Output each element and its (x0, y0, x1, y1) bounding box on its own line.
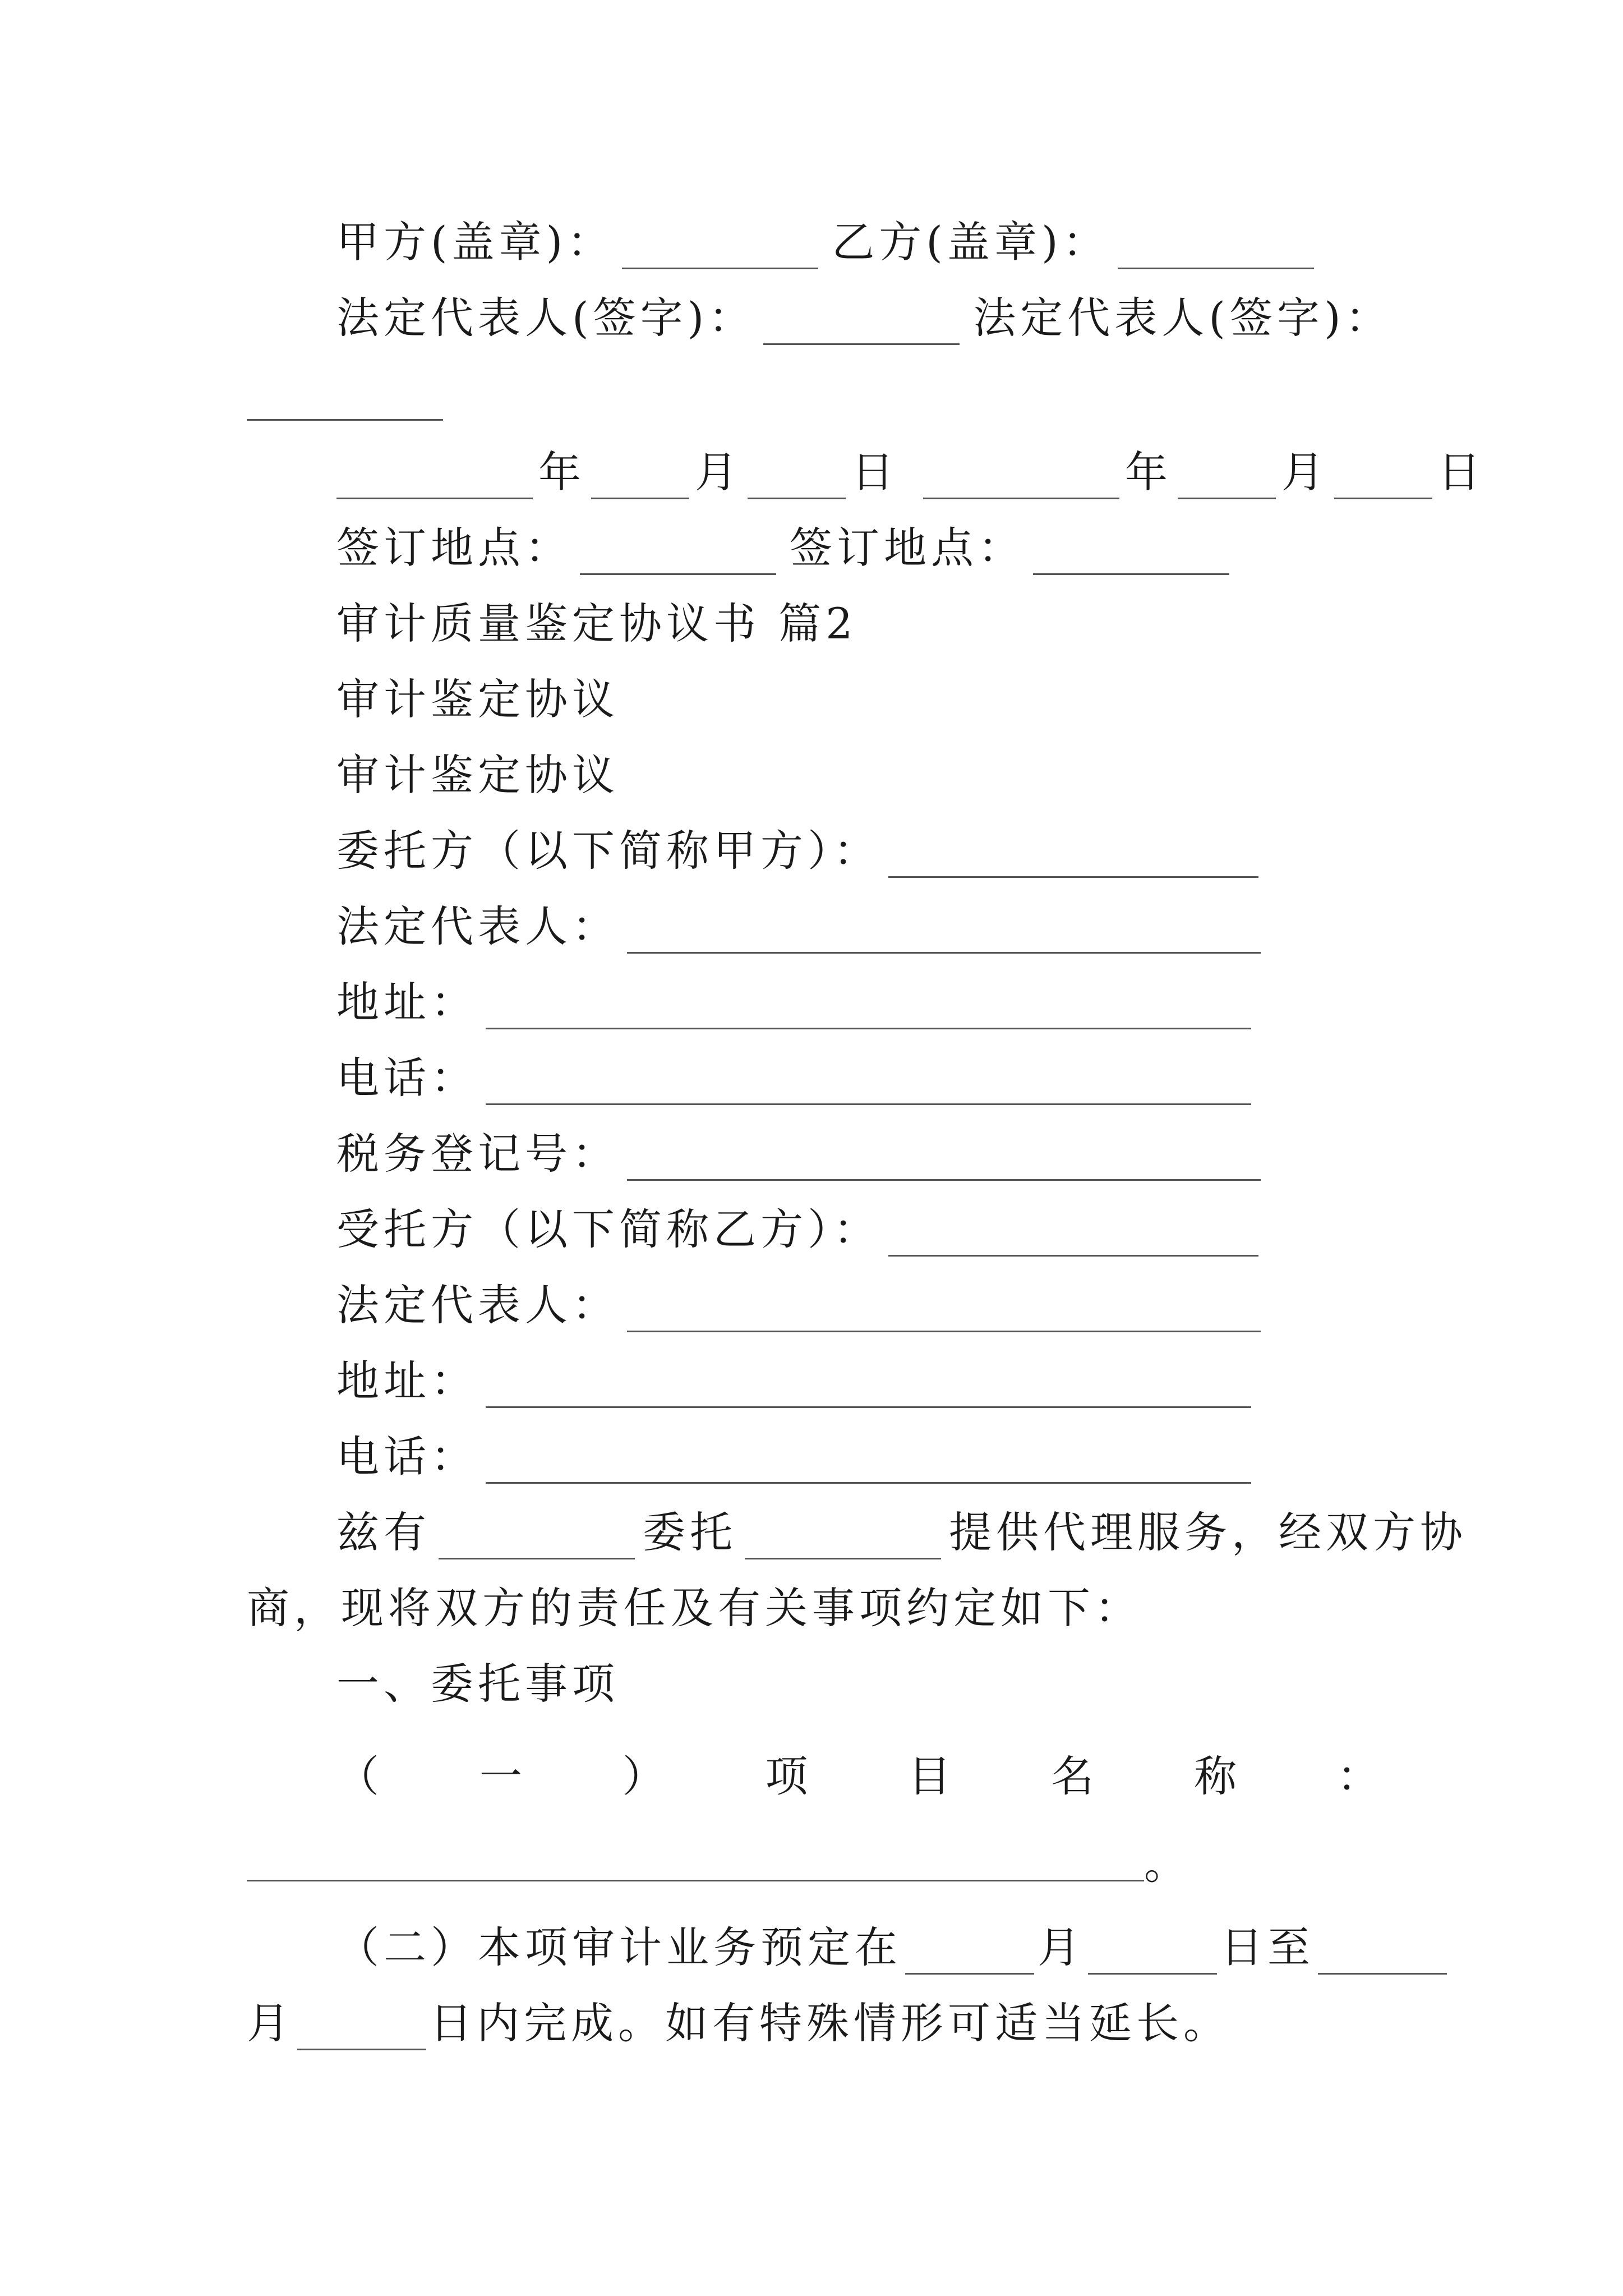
preamble-blank-1 (439, 1521, 635, 1559)
preamble-line-1 (336, 1492, 1467, 1559)
agreement-title-1-text: 审计鉴定协议 (336, 674, 619, 724)
client-blank (888, 839, 1258, 878)
date-a-month-label: 月 (695, 447, 742, 497)
agreement-title-2-text: 审计鉴定协议 (336, 750, 619, 800)
client-phone-label: 电话： (336, 1053, 478, 1103)
seal-row (336, 202, 1322, 269)
date-b-month-label: 月 (1281, 447, 1329, 497)
section-1-heading-text: 一、委托事项 (336, 1659, 619, 1709)
date-b-month-blank (1178, 461, 1276, 499)
client-phone-blank (486, 1066, 1251, 1105)
agreement-title-2 (336, 735, 619, 802)
item-1-char: 目 (908, 1751, 951, 1801)
contractor-phone-row (336, 1416, 1259, 1484)
item-1-char: 项 (765, 1751, 808, 1801)
preamble-text-3: 提供代理服务，经双方协 (949, 1507, 1467, 1557)
date-a-day-blank (748, 461, 846, 499)
contractor-address-label: 地址： (336, 1356, 478, 1406)
item-1-char: （ (336, 1751, 379, 1801)
item-2-text-4: 月 (247, 1998, 294, 2048)
legal-rep-sign-row (336, 278, 1393, 345)
date-a-year-label: 年 (538, 447, 585, 497)
date-b-day-label: 日 (1438, 447, 1485, 497)
item-1-char: 名 (1051, 1751, 1094, 1801)
sign-place-a-blank (580, 536, 776, 575)
preamble-text-2: 委托 (643, 1507, 737, 1557)
item-2-start-day-blank (1088, 1936, 1217, 1975)
preamble-text-1: 兹有 (336, 1507, 431, 1557)
sign-place-b-label: 签订地点： (790, 523, 1025, 573)
client-legal-rep-label: 法定代表人： (336, 901, 619, 951)
preamble-line-2 (247, 1568, 1142, 1635)
contractor-legal-rep-label: 法定代表人： (336, 1280, 619, 1330)
item-2-text-5: 日内完成。如有特殊情形可适当延长。 (430, 1998, 1230, 2048)
client-legal-rep-blank (627, 915, 1261, 954)
item-1-char: 称 (1194, 1751, 1237, 1801)
party-b-seal-label: 乙方(盖章)： (832, 217, 1110, 267)
contractor-phone-label: 电话： (336, 1432, 478, 1481)
date-b-year-blank (923, 461, 1119, 499)
date-a-day-label: 日 (851, 447, 898, 497)
section-1-heading (336, 1644, 619, 1711)
item-1-end-mark: 。 (1144, 1839, 1187, 1889)
legal-rep-sign-a-blank (763, 306, 960, 345)
client-address-row (336, 962, 1259, 1029)
preamble-text-line-2: 商，现将双方的责任及有关事项约定如下： (247, 1583, 1142, 1633)
contractor-address-blank (486, 1369, 1251, 1408)
item-2-text-1: （二）本项审计业务预定在 (336, 1922, 902, 1972)
date-row (331, 432, 1485, 499)
party-a-seal-blank (622, 231, 818, 269)
item-1-project-name (336, 1736, 1380, 1803)
contractor-legal-rep-row (336, 1265, 1269, 1332)
client-phone-row (336, 1038, 1259, 1105)
sign-place-a-label: 签订地点： (336, 523, 572, 573)
contractor-address-row (336, 1341, 1259, 1408)
item-2-start-month-blank (905, 1936, 1034, 1975)
item-1-char: ： (1336, 1751, 1380, 1801)
client-tax-label: 税务登记号： (336, 1129, 619, 1179)
item-2-text-3: 日至 (1220, 1922, 1315, 1972)
sign-place-b-blank (1033, 536, 1229, 575)
preamble-blank-2 (745, 1521, 941, 1559)
item-2-line-1 (336, 1907, 1450, 1975)
party-b-seal-blank (1118, 231, 1314, 269)
contractor-blank (888, 1218, 1258, 1257)
party-a-seal-label: 甲方(盖章)： (336, 217, 615, 267)
item-2-end-month-blank (1318, 1936, 1447, 1975)
item-2-line-2 (247, 1983, 1230, 2050)
date-b-day-blank (1334, 461, 1432, 499)
contractor-row (336, 1189, 1266, 1257)
sign-place-row (336, 508, 1237, 575)
legal-rep-sign-a-label: 法定代表人(签字)： (336, 293, 756, 343)
legal-rep-sign-b-continuation (247, 353, 443, 421)
client-tax-row (336, 1114, 1269, 1181)
section-title-text: 审计质量鉴定协议书 篇2 (336, 599, 857, 648)
client-tax-blank (627, 1142, 1261, 1181)
item-1-char: 一 (479, 1751, 522, 1801)
client-legal-rep-row (336, 886, 1269, 954)
contractor-label: 受托方（以下简称乙方）： (336, 1204, 880, 1254)
date-a-month-blank (591, 461, 689, 499)
item-1-project-name-blank (247, 1843, 1144, 1881)
client-row (336, 811, 1266, 878)
legal-rep-sign-b-label: 法定代表人(签字)： (973, 293, 1393, 343)
contractor-legal-rep-blank (627, 1294, 1261, 1332)
contractor-phone-blank (486, 1445, 1251, 1484)
section-title (336, 583, 857, 651)
date-b-year-label: 年 (1125, 447, 1172, 497)
item-2-end-day-blank (297, 2012, 426, 2050)
date-a-year-blank (336, 461, 533, 499)
client-label: 委托方（以下简称甲方）： (336, 826, 880, 876)
client-address-blank (486, 991, 1251, 1029)
legal-rep-sign-b-blank (247, 382, 443, 421)
item-1-char: ） (622, 1751, 665, 1801)
item-2-text-2: 月 (1038, 1922, 1085, 1972)
agreement-title-1 (336, 659, 619, 726)
client-address-label: 地址： (336, 977, 478, 1027)
